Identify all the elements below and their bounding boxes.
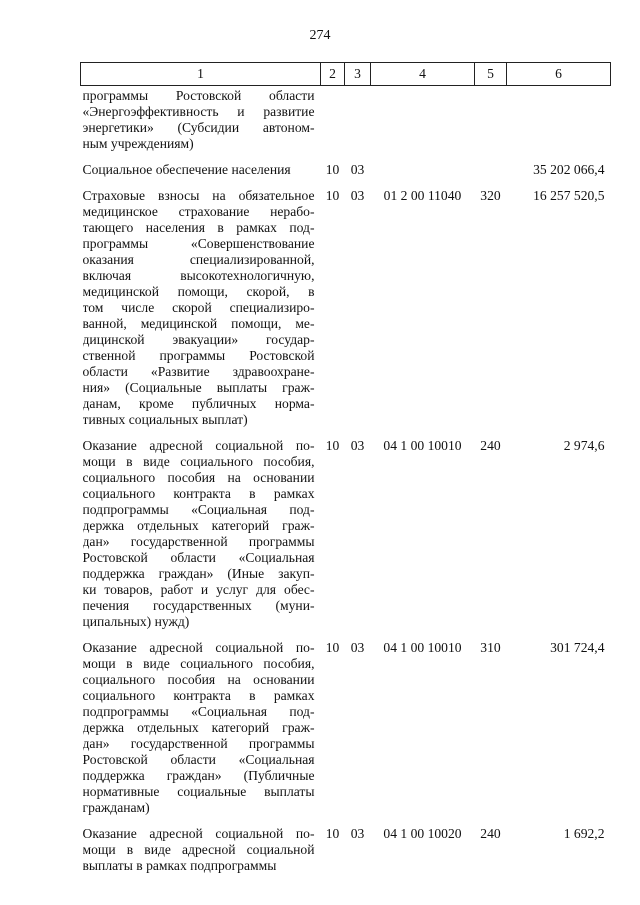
row-amount bbox=[507, 86, 611, 153]
row-description bbox=[81, 824, 321, 874]
description-line: ки товаров, работ и услуг для обес- bbox=[82, 582, 315, 597]
table-header bbox=[81, 63, 611, 86]
description-line: медицинское страхование нерабо- bbox=[82, 204, 315, 219]
description-line: оказания специализированной, bbox=[82, 252, 315, 267]
row-amount: 2 974,6 bbox=[563, 438, 605, 453]
row-subsection-code: 03 bbox=[350, 640, 365, 655]
row-section-code: 10 bbox=[325, 438, 340, 453]
description-line: поддержка граждан» (Публичные bbox=[82, 768, 315, 783]
description-line: Оказание адресной социальной по- bbox=[82, 826, 315, 841]
row-description bbox=[81, 160, 321, 178]
row-amount: 16 257 520,5 bbox=[533, 188, 605, 203]
header-col-4: 4 bbox=[371, 63, 475, 86]
row-spacer bbox=[81, 816, 611, 824]
description-line: программы «Совершенствование bbox=[82, 236, 315, 251]
description-line: дан» государственной программы bbox=[82, 736, 315, 751]
description-line: гражданам) bbox=[82, 800, 150, 815]
description-line: Страховые взносы на обязательное bbox=[82, 188, 315, 203]
table-row bbox=[81, 436, 611, 630]
description-line: Социальное обеспечение населения bbox=[82, 162, 291, 177]
description-line: ным учреждениям) bbox=[82, 136, 194, 151]
description-line: энергетики» (Субсидии автоном- bbox=[82, 120, 315, 135]
header-col-1: 1 bbox=[81, 63, 321, 86]
row-expense-type: 240 bbox=[480, 438, 501, 453]
row-expense-type: 240 bbox=[480, 826, 501, 841]
row-amount: 1 692,2 bbox=[563, 826, 605, 841]
header-col-3: 3 bbox=[345, 63, 371, 86]
row-section-code: 10 bbox=[325, 188, 340, 203]
description-line: Оказание адресной социальной по- bbox=[82, 438, 315, 453]
row-target-article: 04 1 00 10010 bbox=[383, 438, 462, 453]
row-expense-type bbox=[475, 86, 507, 153]
header-col-6: 6 bbox=[507, 63, 611, 86]
header-col-5: 5 bbox=[475, 63, 507, 86]
description-line: поддержка граждан» (Иные закуп- bbox=[82, 566, 315, 581]
description-line: выплаты в рамках подпрограммы bbox=[82, 858, 277, 873]
header-col-2: 2 bbox=[321, 63, 345, 86]
description-line: печения государственных (муни- bbox=[82, 598, 315, 613]
row-section-code bbox=[321, 86, 345, 153]
row-expense-type: 320 bbox=[480, 188, 501, 203]
row-target-article: 04 1 00 10020 bbox=[383, 826, 462, 841]
description-line: подпрограммы «Социальная под- bbox=[82, 502, 315, 517]
row-section-code: 10 bbox=[325, 826, 340, 841]
description-line: данам, кроме публичных норма- bbox=[82, 396, 315, 411]
budget-table bbox=[80, 62, 611, 874]
description-line: дицинской эвакуации» государ- bbox=[82, 332, 315, 347]
row-description bbox=[81, 638, 321, 816]
row-amount: 35 202 066,4 bbox=[533, 162, 605, 177]
row-subsection-code: 03 bbox=[350, 826, 365, 841]
page-number: 274 bbox=[309, 28, 331, 43]
row-expense-type bbox=[475, 160, 507, 178]
row-subsection-code: 03 bbox=[350, 438, 365, 453]
row-expense-type: 310 bbox=[480, 640, 501, 655]
description-line: Ростовской области «Социальная bbox=[82, 550, 315, 565]
description-line: Ростовской области «Социальная bbox=[82, 752, 315, 767]
row-description bbox=[81, 186, 321, 428]
description-line: социального пособия на основании bbox=[82, 672, 315, 687]
row-target-article: 01 2 00 11040 bbox=[383, 188, 462, 203]
row-spacer bbox=[81, 630, 611, 638]
table-body bbox=[81, 86, 611, 875]
row-section-code: 10 bbox=[325, 640, 340, 655]
row-spacer bbox=[81, 178, 611, 186]
description-line: мощи в виде социального пособия, bbox=[82, 454, 315, 469]
description-line: ванной, медицинской помощи, ме- bbox=[82, 316, 315, 331]
table-row bbox=[81, 160, 611, 178]
table-row bbox=[81, 86, 611, 153]
table-row bbox=[81, 824, 611, 874]
description-line: тающего населения в рамках под- bbox=[82, 220, 315, 235]
description-line: нормативные социальные выплаты bbox=[82, 784, 315, 799]
header-row bbox=[81, 63, 611, 86]
description-line: Оказание адресной социальной по- bbox=[82, 640, 315, 655]
row-description bbox=[81, 436, 321, 630]
description-line: социального пособия на основании bbox=[82, 470, 315, 485]
row-target-article bbox=[371, 86, 475, 153]
description-line: тивных социальных выплат) bbox=[82, 412, 248, 427]
description-line: держка отдельных категорий граж- bbox=[82, 518, 315, 533]
row-spacer bbox=[81, 152, 611, 160]
row-subsection-code: 03 bbox=[350, 162, 365, 177]
description-line: подпрограммы «Социальная под- bbox=[82, 704, 315, 719]
description-line: дан» государственной программы bbox=[82, 534, 315, 549]
description-line: мощи в виде социального пособия, bbox=[82, 656, 315, 671]
row-subsection-code: 03 bbox=[350, 188, 365, 203]
description-line: том числе скорой специализиро- bbox=[82, 300, 315, 315]
row-spacer bbox=[81, 428, 611, 436]
table-row bbox=[81, 186, 611, 428]
row-amount: 301 724,4 bbox=[550, 640, 605, 655]
row-section-code: 10 bbox=[325, 162, 340, 177]
row-subsection-code bbox=[345, 86, 371, 153]
row-target-article bbox=[371, 160, 475, 178]
table-row bbox=[81, 638, 611, 816]
row-target-article: 04 1 00 10010 bbox=[383, 640, 462, 655]
description-line: программы Ростовской области bbox=[82, 88, 315, 103]
description-line: социального контракта в рамках bbox=[82, 688, 315, 703]
description-line: социального контракта в рамках bbox=[82, 486, 315, 501]
description-line: мощи в виде адресной социальной bbox=[82, 842, 315, 857]
description-line: включая высокотехнологичную, bbox=[82, 268, 315, 283]
description-line: держка отдельных категорий граж- bbox=[82, 720, 315, 735]
description-line: ципальных) нужд) bbox=[82, 614, 190, 629]
description-line: ния» (Социальные выплаты граж- bbox=[82, 380, 315, 395]
description-line: ственной программы Ростовской bbox=[82, 348, 315, 363]
description-line: «Энергоэффективность и развитие bbox=[82, 104, 315, 119]
description-line: области «Развитие здравоохране- bbox=[82, 364, 315, 379]
row-description bbox=[81, 86, 321, 153]
description-line: медицинской помощи, скорой, в bbox=[82, 284, 315, 299]
